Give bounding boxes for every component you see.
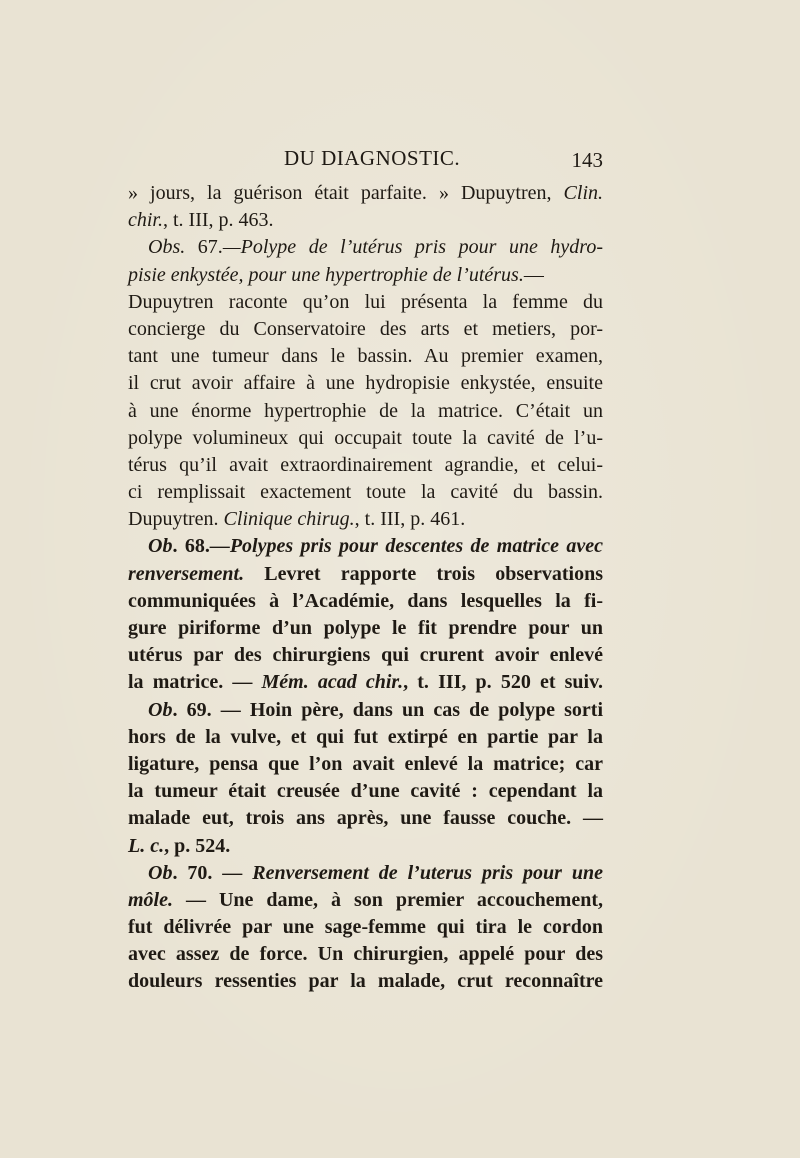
italic-text: Clin. <box>563 182 603 204</box>
text-segment: Dupuytren raconte qu’on lui présenta la femme du <box>128 290 603 313</box>
page-header <box>128 146 603 176</box>
running-title: DU DIAGNOSTIC. <box>284 146 461 170</box>
text-line <box>128 479 603 506</box>
text-segment: . 69. — Hoin père, dans un cas de polype sorti <box>172 698 603 721</box>
text-segment: la tumeur était creusée d’une cavité : cependant la <box>128 780 603 803</box>
page-number: 143 <box>571 148 603 172</box>
text-line <box>128 398 603 425</box>
text-line <box>128 941 603 968</box>
italic-text: Mém. acad chir. <box>261 671 404 694</box>
italic-text: Ob <box>148 698 173 721</box>
text-segment: , t. III, p. 520 et suiv. <box>403 671 603 694</box>
text-line <box>128 833 603 860</box>
text-segment: douleurs ressenties par la malade, crut reconnaître <box>128 970 603 993</box>
italic-text: Clinique chirug. <box>223 508 355 531</box>
italic-text: Renversement de l’uterus pris pour une <box>252 861 603 884</box>
text-segment: concierge du Conservatoire des arts et metiers, por- <box>128 317 603 340</box>
text-line <box>128 887 603 914</box>
text-line <box>128 343 603 370</box>
text-line <box>128 778 603 805</box>
body-text <box>128 180 603 996</box>
text-segment: à une énorme hypertrophie de la matrice. C’était un <box>128 399 603 422</box>
text-segment: — <box>523 263 544 286</box>
text-line <box>128 968 603 995</box>
text-line <box>128 180 603 207</box>
italic-text: chir. <box>128 209 163 232</box>
text-segment: térus qu’il avait extraordinairement agrandie, et celui- <box>128 453 603 476</box>
text-line <box>128 751 603 778</box>
text-line <box>128 262 603 289</box>
italic-text: L. c. <box>128 834 165 857</box>
text-segment: 67. <box>185 236 223 259</box>
text-segment: hors de la vulve, et qui fut extirpé en partie par la <box>128 725 603 748</box>
text-segment: polype volumineux qui occupait toute la cavité de l’u- <box>128 426 603 449</box>
text-line <box>128 914 603 941</box>
text-line <box>128 588 603 615</box>
text-segment: avec assez de force. Un chirurgien, appelé pour des <box>128 943 603 966</box>
italic-text: Obs. <box>148 236 186 259</box>
text-line <box>128 697 603 724</box>
text-line <box>128 234 603 261</box>
text-segment: la matrice. — <box>128 671 262 694</box>
text-line <box>128 533 603 560</box>
italic-text: —Polype de l’utérus pris pour une hydro- <box>222 236 604 259</box>
text-line <box>128 669 603 696</box>
text-line <box>128 561 603 588</box>
text-segment: il crut avoir affaire à une hydropisie enkystée, ensuite <box>128 372 603 395</box>
text-line <box>128 805 603 832</box>
text-segment: » jours, la guérison était parfaite. » Dupuytren, <box>128 182 564 204</box>
italic-text: pisie enkystée, pour une hypertrophie de l’utérus. <box>128 263 524 286</box>
text-line <box>128 316 603 343</box>
text-line <box>128 506 603 533</box>
text-line <box>128 289 603 316</box>
text-line <box>128 452 603 479</box>
italic-text: Ob <box>148 861 173 884</box>
italic-text: renversement. <box>128 562 245 585</box>
text-line <box>128 370 603 397</box>
text-segment: malade eut, trois ans après, une fausse couche. — <box>128 807 603 830</box>
text-line <box>128 724 603 751</box>
text-segment: gure piriforme d’un polype le fit prendre pour un <box>128 617 603 639</box>
text-segment: , t. III, p. 463. <box>163 209 274 232</box>
text-segment: . 70. — <box>172 861 253 884</box>
text-segment: — Une dame, à son premier accouchement, <box>173 888 603 911</box>
text-segment: , p. 524. <box>164 834 231 857</box>
text-line <box>128 642 603 669</box>
text-segment: Dupuytren. <box>128 508 224 531</box>
text-segment: , t. III, p. 461. <box>354 508 466 531</box>
italic-text: Ob <box>148 535 173 558</box>
text-segment: tant une tumeur dans le bassin. Au premier examen, <box>128 345 603 368</box>
text-segment: utérus par des chirurgiens qui crurent avoir enlevé <box>128 644 603 667</box>
text-segment: fut délivrée par une sage-femme qui tira le cordon <box>128 916 603 939</box>
text-line <box>128 860 603 887</box>
text-line <box>128 425 603 452</box>
italic-text: —Polypes pris pour descentes de matrice avec <box>209 535 603 558</box>
text-segment: . 68. <box>172 535 210 558</box>
text-segment: ci remplissait exactement toute la cavité du bassin. <box>128 481 603 504</box>
italic-text: môle. <box>128 888 173 911</box>
text-line <box>128 615 603 642</box>
text-segment: communiquées à l’Académie, dans lesquelles la fi- <box>128 589 603 612</box>
text-line <box>128 207 603 234</box>
text-segment: Levret rapporte trois observations <box>244 562 603 585</box>
text-segment: ligature, pensa que l’on avait enlevé la matrice; car <box>128 752 603 775</box>
